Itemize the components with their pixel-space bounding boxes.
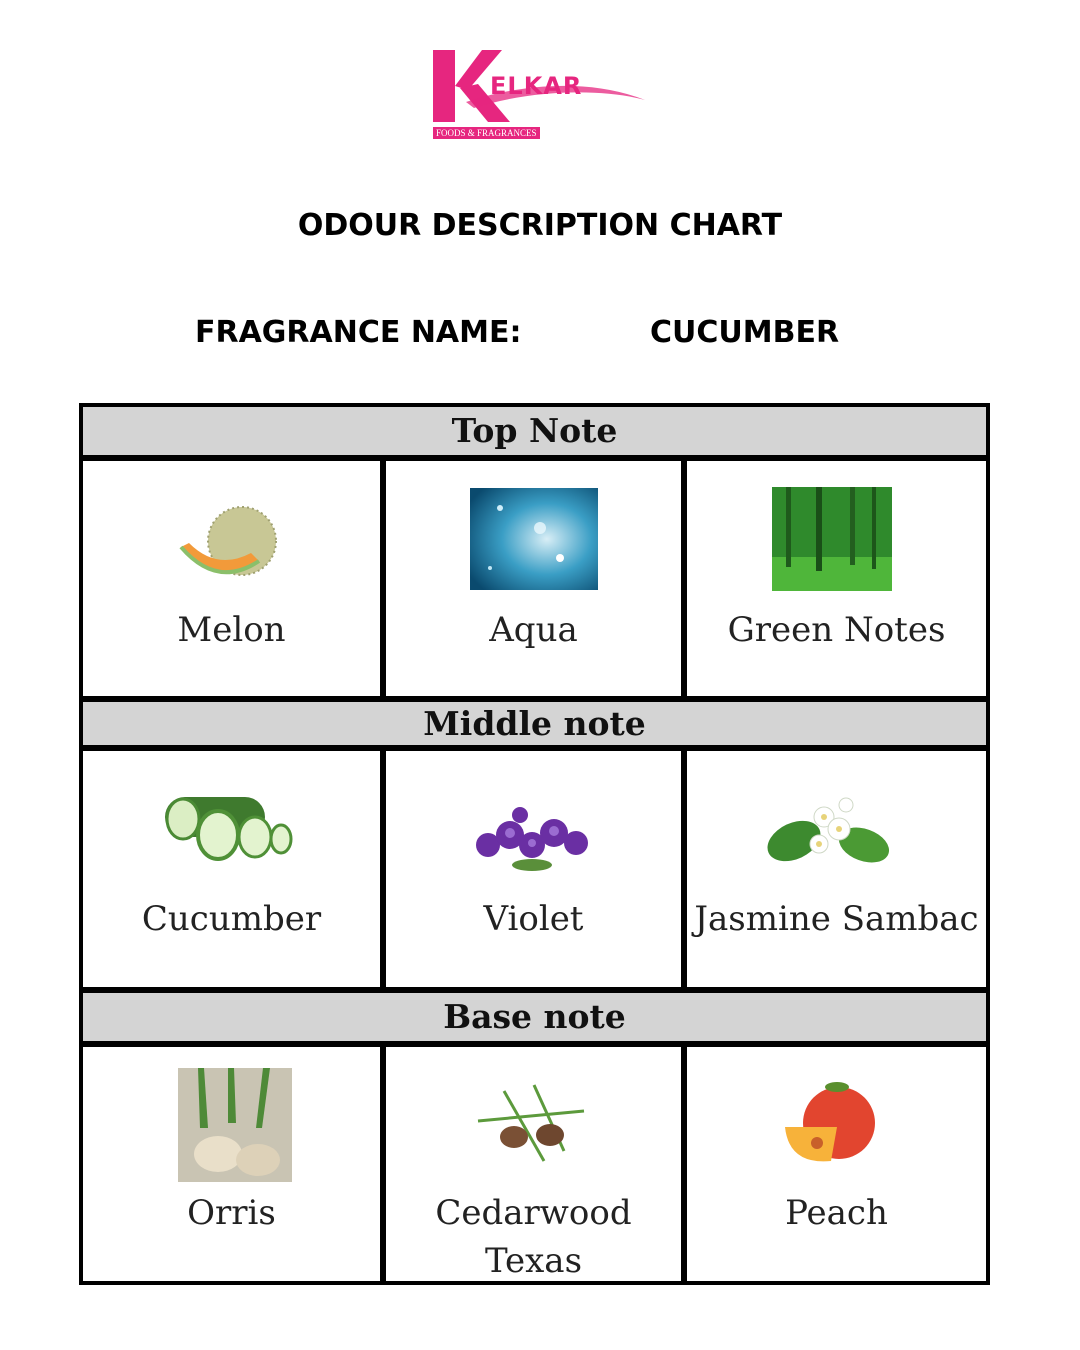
note-cell <box>386 461 681 696</box>
note-cell <box>386 1047 681 1281</box>
note-label-aqua: Aqua <box>489 610 578 650</box>
peach-icon <box>781 1081 879 1165</box>
cedar-icon <box>474 1081 592 1171</box>
violet-flower-icon <box>468 799 600 875</box>
logo-subtitle: FOODS & FRAGRANCES <box>433 127 540 139</box>
water-icon <box>470 488 598 590</box>
note-label-green-notes: Green Notes <box>727 610 946 650</box>
note-label-cucumber: Cucumber <box>141 899 322 939</box>
section-header-top-note: Top Note <box>83 407 986 455</box>
fragrance-name-label: FRAGRANCE NAME: <box>195 315 522 350</box>
note-label-orris: Orris <box>187 1193 276 1233</box>
note-cell <box>386 751 681 987</box>
melon-icon <box>177 503 287 583</box>
section-header-middle-note: Middle note <box>83 702 986 745</box>
note-label-peach: Peach <box>785 1193 888 1233</box>
kelkar-logo-icon <box>430 44 650 128</box>
svg-text:ELKAR: ELKAR <box>490 72 583 100</box>
note-label-violet: Violet <box>483 899 584 939</box>
note-cell <box>83 1047 380 1281</box>
note-label-cedarwood-texas: Cedarwood Texas <box>435 1193 632 1281</box>
jasmine-flower-icon <box>764 789 894 869</box>
orris-root-icon <box>178 1068 292 1182</box>
note-cell <box>83 461 380 696</box>
note-label-melon: Melon <box>177 610 286 650</box>
page-title: ODOUR DESCRIPTION CHART <box>297 208 783 243</box>
note-cell <box>687 751 986 987</box>
kelkar-logo <box>430 44 650 144</box>
forest-icon <box>772 487 892 591</box>
odour-table <box>79 403 990 1285</box>
note-label-jasmine-sambac: Jasmine Sambac <box>694 899 979 939</box>
note-cell <box>687 1047 986 1281</box>
note-cell <box>687 461 986 696</box>
note-cell <box>83 751 380 987</box>
cucumber-icon <box>163 789 293 864</box>
fragrance-name-value: CUCUMBER <box>650 315 840 350</box>
section-header-base-note: Base note <box>83 993 986 1041</box>
